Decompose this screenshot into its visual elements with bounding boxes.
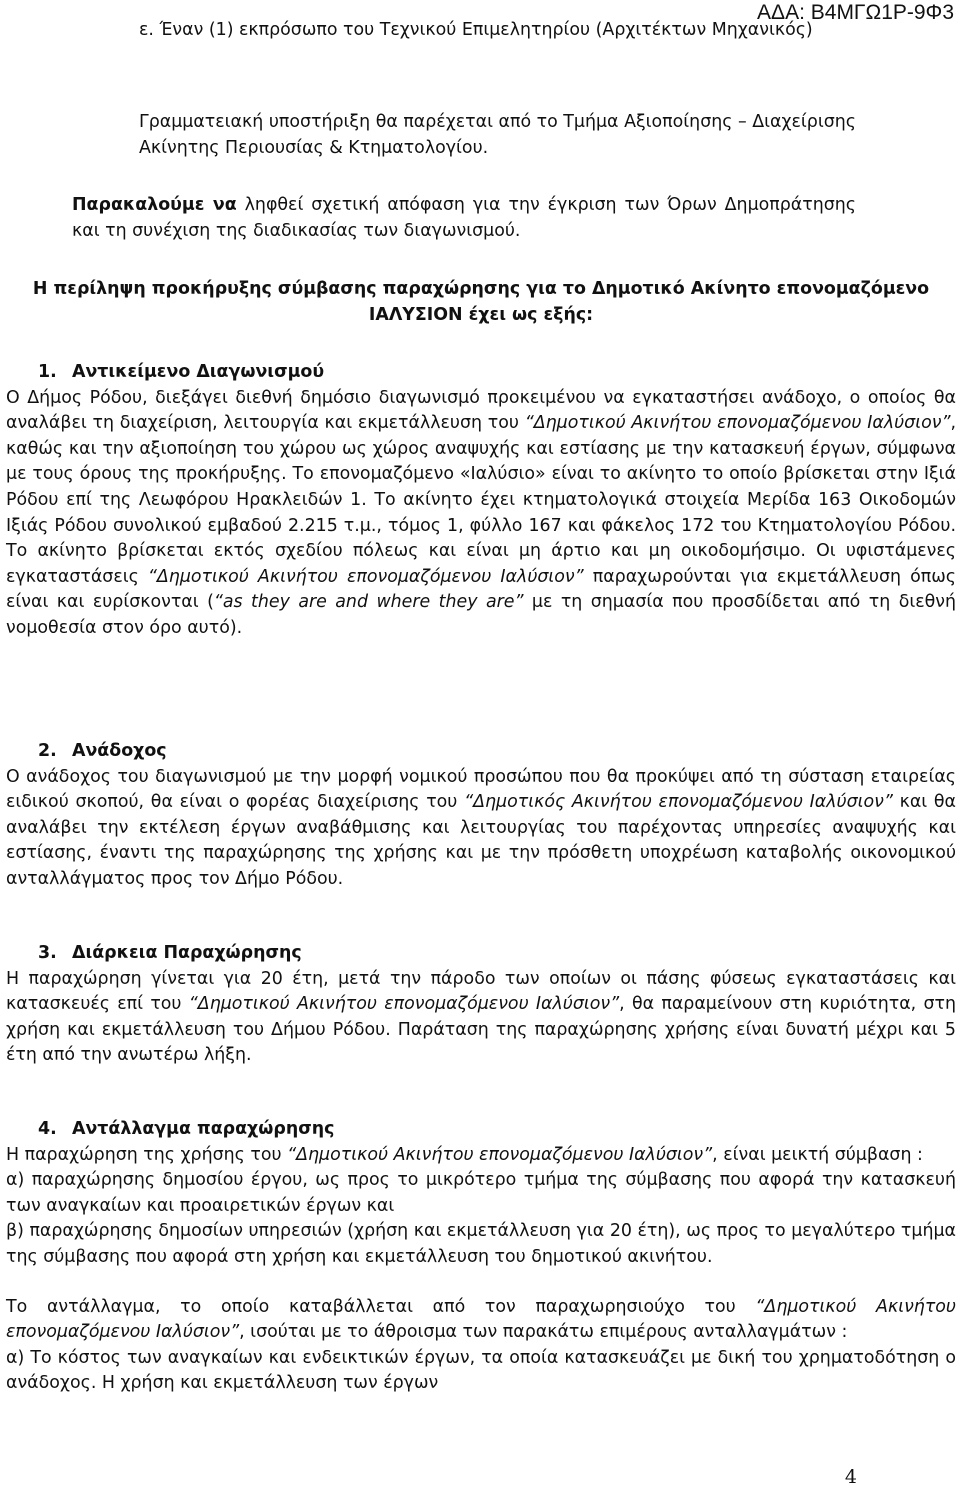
section-1 <box>6 360 956 642</box>
section-1-italic-b: “Δημοτικού Ακινήτου επονομαζόμενου Ιαλύσιον” <box>147 566 584 587</box>
intro-secretarial: Γραμματειακή υποστήριξη θα παρέχεται από το Τμήμα Αξιοποίησης – Διαχείρισης Ακίνητης Περιουσίας & Κτηματολογίου. <box>139 112 856 158</box>
summary-heading: Η περίληψη προκήρυξης σύμβασης παραχώρησης για το Δημοτικό Ακίνητο επονομαζόμενο ΙΑΛΥΣΙΟΝ έχει ως εξής: <box>32 279 930 325</box>
section-4-p1-italic: “Δημοτικού Ακινήτου επονομαζόμενου Ιαλύσιον” <box>287 1144 713 1165</box>
section-4-p2-text-b: , ισούται με το άθροισμα των παρακάτω επιμέρους ανταλλαγμάτων : <box>239 1322 848 1343</box>
section-3-text-a: Η παραχώρηση γίνεται για 20 έτη, μετά την πάροδο των οποίων οι πάσης φύσεως εγκαταστάσεις και κατασκευές επί του <box>6 968 956 1015</box>
section-2 <box>6 739 956 893</box>
section-1-heading <box>6 360 956 386</box>
section-4-item-a: α) παραχώρησης δημοσίου έργου, ως προς το μικρότερο τμήμα της σύμβασης που αφορά την κατασκευή των αναγκαίων και προαιρετικών έργων και <box>6 1170 956 1216</box>
section-3-body <box>6 967 956 1069</box>
section-4-heading <box>6 1117 956 1143</box>
section-4-number: 4. <box>38 1119 57 1139</box>
request-rest: ληφθεί σχετική απόφαση για την έγκριση των Όρων Δημοπράτησης και τη συνέχιση της διαδικασίας των διαγωνισμού. <box>72 195 856 241</box>
section-1-text-a: Ο Δήμος Ρόδου, διεξάγει διεθνή δημόσιο διαγωνισμό προκειμένου να εγκαταστήσει ανάδοχο, ο οποίος θα αναλάβει τη διαχείριση, λειτουργία και εκμετάλλευση του <box>6 387 956 434</box>
section-3-heading <box>6 941 956 967</box>
intro-item-e: ε. Έναν (1) εκπρόσωπο του Τεχνικού Επιμελητηρίου (Αρχιτέκτων Μηχανικός) <box>139 20 813 40</box>
section-2-number: 2. <box>38 741 57 761</box>
section-2-text-a: Ο ανάδοχος του διαγωνισμού με την μορφή νομικού προσώπου που θα προκύψει από τη σύσταση εταιρείας ειδικού σκοπού, θα είναι ο φορέας διαχείρισης του <box>6 766 956 813</box>
section-2-heading <box>6 739 956 765</box>
section-4 <box>6 1117 956 1397</box>
section-4-p1-text-a: Η παραχώρηση της χρήσης του <box>6 1144 288 1165</box>
section-1-italic-c: “as they are and where they are” <box>213 592 524 613</box>
section-4-para-1 <box>6 1143 956 1169</box>
section-4-para-2 <box>6 1295 956 1346</box>
section-1-text-d: με τη σημασία που προσδίδεται από τη διεθνή νομοθεσία στον όρο αυτό). <box>6 592 956 638</box>
request-bold: Παρακαλούμε να <box>72 195 237 215</box>
section-3-italic-a: “Δημοτικού Ακινήτου επονομαζόμενου Ιαλύσιον” <box>188 994 620 1015</box>
section-3-text-b: , θα παραμείνουν στη κυριότητα, στη χρήση και εκμετάλλευση του Δήμου Ρόδου. Παράταση της παραχώρησης χρήσης είναι δυνατή μέχρι και 5 έτη από την ανωτέρω λήξη. <box>6 994 956 1066</box>
section-4-p2-text-a: Το αντάλλαγμα, το οποίο καταβάλλεται από τον παραχωρησιούχο του <box>6 1296 756 1317</box>
section-1-title: Αντικείμενο Διαγωνισμού <box>72 362 325 382</box>
section-3-number: 3. <box>38 943 57 963</box>
section-1-text-c: παραχωρούνται για εκμετάλλευση όπως είναι και ευρίσκονται ( <box>6 566 956 613</box>
section-2-body <box>6 765 956 893</box>
ada-code: ΑΔΑ: Β4ΜΓΩ1Ρ-9Φ3 <box>757 1 954 24</box>
section-1-italic-a: “Δημοτικού Ακινήτου επονομαζόμενου Ιαλύσιον” <box>524 413 951 434</box>
section-4-title: Αντάλλαγμα παραχώρησης <box>72 1119 335 1139</box>
intro-request <box>72 193 856 244</box>
section-2-italic-a: “Δημοτικός Ακινήτου επονομαζόμενου Ιαλύσιον” <box>464 792 893 813</box>
section-1-number: 1. <box>38 362 57 382</box>
page-number: 4 <box>844 1466 857 1488</box>
section-3 <box>6 941 956 1069</box>
section-1-body <box>6 386 956 642</box>
section-4-p1-text-b: , είναι μεικτή σύμβαση : <box>712 1144 923 1165</box>
section-2-text-b: και θα αναλάβει την εκτέλεση έργων αναβάθμισης και λειτουργίας του παρέχοντας υπηρεσίες αναψυχής και εστίασης, έναντι της παραχώρησης της χρήσης και με την πρόσθετη υποχρέωση καταβολής οικονομικού ανταλλάγματος προς τον Δήμο Ρόδου. <box>6 792 956 889</box>
section-4-item-b: β) παραχώρησης δημοσίων υπηρεσιών (χρήση και εκμετάλλευση για 20 έτη), ως προς το μεγαλύτερο τμήμα της σύμβασης που αφορά στη χρήση και εκμετάλλευση του δημοτικού ακινήτου. <box>6 1221 956 1267</box>
section-3-title: Διάρκεια Παραχώρησης <box>72 943 302 963</box>
section-1-text-b: , καθώς και την αξιοποίηση του χώρου ως χώρος αναψυχής και εστίασης με την κατασκευή έργων, σύμφωνα με τους όρους της προκήρυξης. Το επονομαζόμενο «Ιαλύσιο» είναι το ακίνητο το οποίο βρίσκεται στην Ιξιά Ρόδου επί της Λεωφόρου Ηρακλειδών 1. Το ακίνητο έχει κτηματολογικά στοιχεία Μερίδα 163 Οικοδομών Ιξιάς Ρόδου συνολικού εμβαδού 2.215 τ.μ., τόμος 1, φύλλο 167 και φάκελος 172 του Κτηματολογίου Ρόδου. Το ακίνητο βρίσκεται εκτός σχεδίου πόλεως και είναι μη άρτιο και μη οικοδομήσιμο. Οι υφιστάμενες εγκαταστάσεις <box>6 413 956 587</box>
section-4-item-c: α) Το κόστος των αναγκαίων και ενδεικτικών έργων, τα οποία κατασκευάζει με δική του χρηματοδότηση ο ανάδοχος. Η χρήση και εκμετάλλευση των έργων <box>6 1347 956 1394</box>
section-4-p2-italic: “Δημοτικού Ακινήτου επονομαζόμενου Ιαλύσιον” <box>6 1296 956 1343</box>
section-2-title: Ανάδοχος <box>72 741 167 761</box>
